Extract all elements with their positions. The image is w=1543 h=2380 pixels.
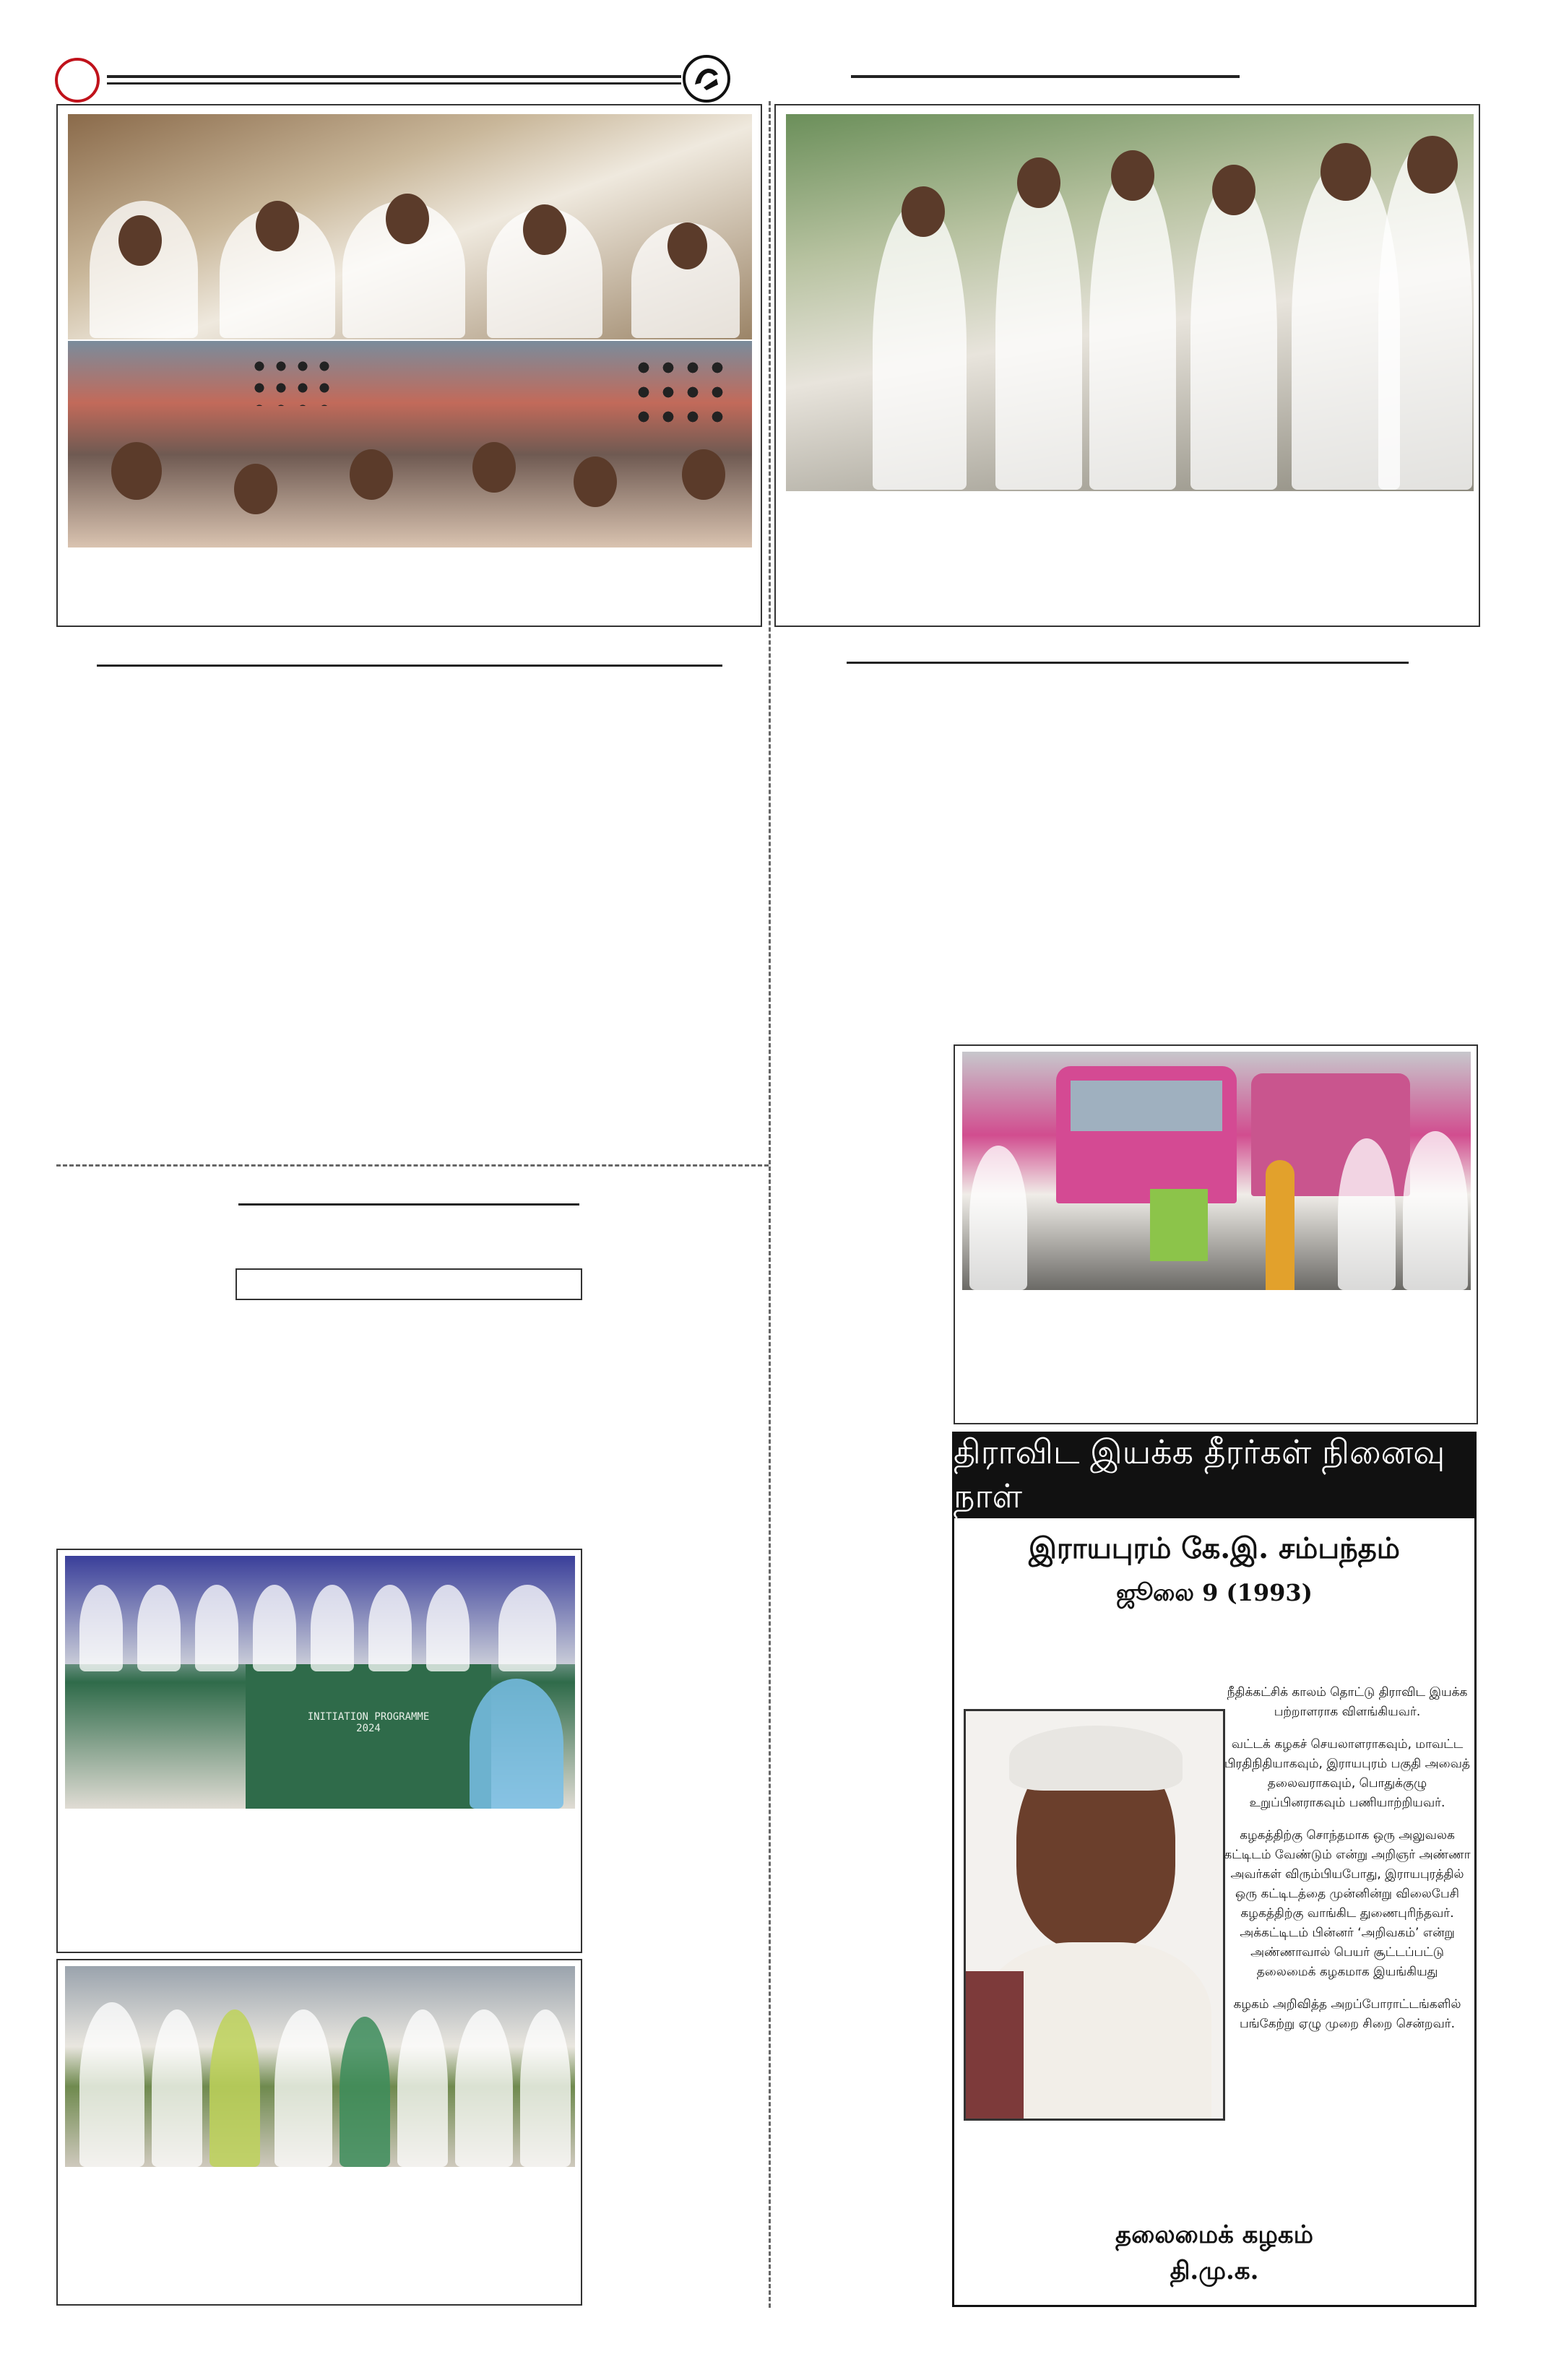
memorial-footer-hq: தலைமைக் கழகம் (1115, 2220, 1313, 2249)
photo-box-bus (954, 1044, 1478, 1424)
page-number-circle (55, 58, 100, 103)
memorial-title: திராவிட இயக்க தீரர்கள் நினைவு நாள் (954, 1434, 1475, 1518)
photo-crowd (68, 341, 752, 548)
photo-box-classroom (56, 1549, 582, 1953)
memorial-paragraph: கழகத்திற்கு சொந்தமாக ஒரு அலுவலக கட்டிடம் வேண்டும் என்று அறிஞர் அண்ணா அவர்கள் விரும்பியபோது, இராயபுரத்தில் ஒரு கட்டிடத்தை முன்னின்று விலைபேசி கழகத்திற்கு வாங்கிட துணைபுரிந்தவர். அக்கட்டிடம் பின்னர் ‘அறிவகம்’ என்று அண்ணாவால் பெயர் சூட்டப்பட்டு தலைமைக் கழகமாக இயங்கியது (1224, 1828, 1471, 1979)
photo-box-inspection (774, 104, 1480, 627)
photo-classroom (65, 1556, 575, 1809)
memorial-portrait (964, 1709, 1225, 2121)
party-logo-icon (683, 55, 730, 103)
photo-box-handover (56, 1959, 582, 2306)
memorial-date: ஜூலை 9 (1993) (1116, 1579, 1313, 1606)
board-text: INITIATION PROGRAMME 2024 (307, 1711, 430, 1734)
section-divider (56, 1164, 769, 1167)
memorial-paragraph: நீதிக்கட்சிக் காலம் தொட்டு திராவிட இயக்க பற்றாளராக விளங்கியவர். (1227, 1685, 1468, 1719)
memorial-name: இராயபுரம் கே.இ. சம்பந்தம் (1029, 1531, 1400, 1565)
photo-meeting-indoor (68, 114, 752, 339)
subheading-box (235, 1268, 582, 1300)
memorial-paragraph: வட்டக் கழகச் செயலாளராகவும், மாவட்ட பிரதிநிதியாகவும், இராயபுரம் பகுதி அவைத் தலைவராகவும், பொதுக்குழு உறுப்பினராகவும் பணியாற்றியவர். (1224, 1737, 1470, 1810)
masthead-rule-lower (107, 82, 681, 85)
section-rule-lower (238, 1203, 579, 1206)
masthead-rule (107, 75, 681, 78)
photo-box-meeting (56, 104, 762, 627)
photo-handover (65, 1966, 575, 2167)
section-rule-right (847, 662, 1409, 664)
memorial-body (1221, 1683, 1474, 2047)
photo-inspection (786, 114, 1474, 491)
memorial-paragraph: கழகம் அறிவித்த அறப்போராட்டங்களில் பங்கேற்று ஏழு முறை சிறை சென்றவர். (1233, 1997, 1461, 2031)
memorial-footer-party: தி.மு.க. (1170, 2256, 1259, 2285)
column-divider (769, 101, 771, 2308)
headline-rule-right (851, 75, 1240, 78)
section-rule-left (97, 665, 722, 667)
photo-bus-launch (962, 1052, 1471, 1290)
